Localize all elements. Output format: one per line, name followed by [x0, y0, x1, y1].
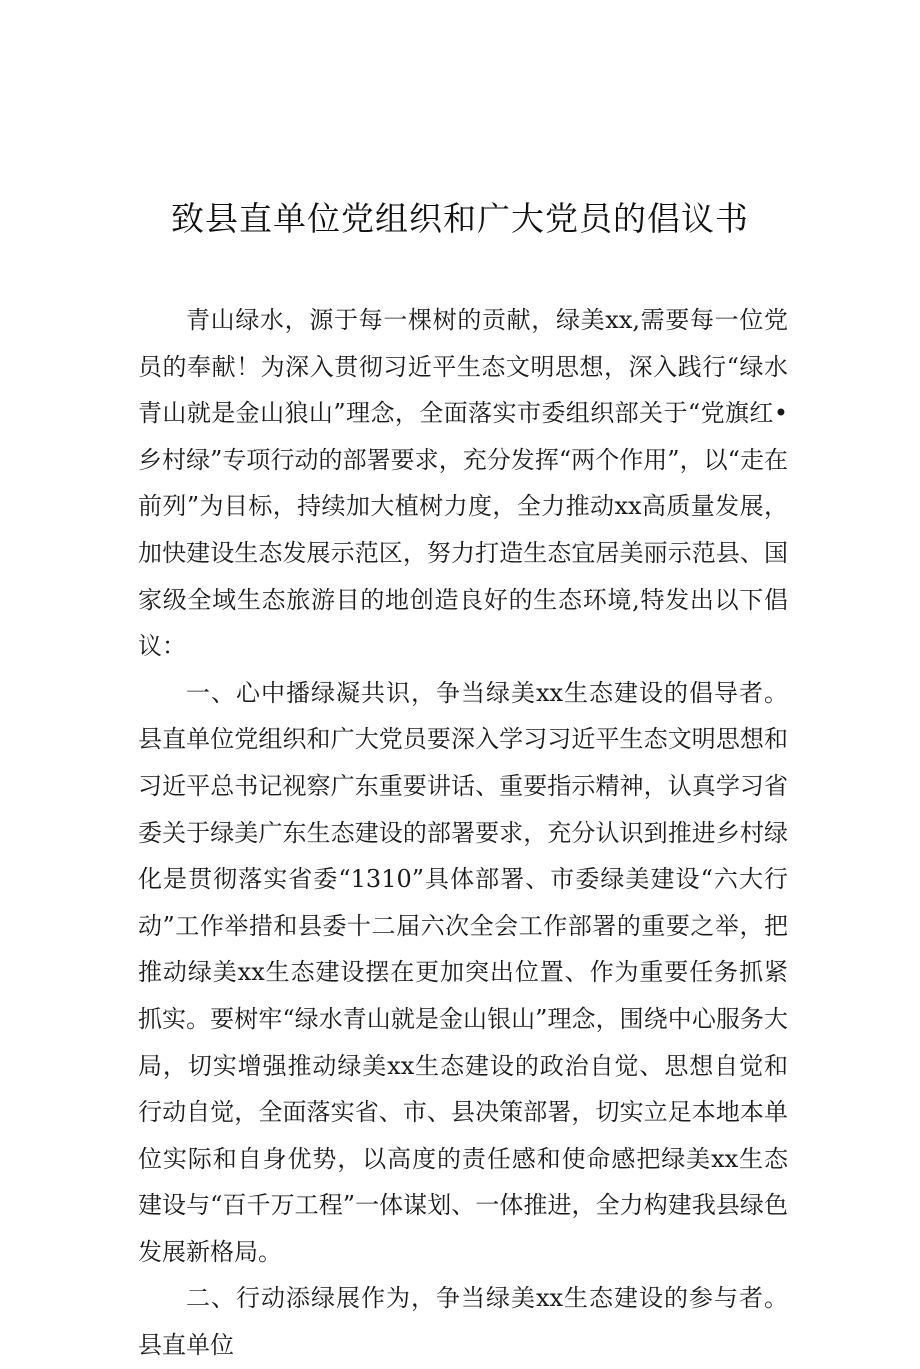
- document-body: [138, 297, 788, 1369]
- paragraph-proposal-two: 二、行动添绿展作为，争当绿美xx生态建设的参与者。县直单位: [138, 1284, 788, 1360]
- paragraph-proposal-one: 一、心中播绿凝共识，争当绿美xx生态建设的倡导者。县直单位党组织和广大党员要深入学习习近平生态文明思想和习近平总书记视察广东重要讲话、重要指示精神，认真学习省委关于绿美广东生态建设的部署要求，充分认识到推进乡村绿化是贯彻落实省委“1310”具体部署、市委绿美建设“六大行动”工作举措和县委十二届六次全会工作部署的重要之举，把推动绿美xx生态建设摆在更加突出位置、作为重要任务抓紧抓实。要树牢“绿水青山就是金山银山”理念，围绕中心服务大局，切实增强推动绿美xx生态建设的政治自觉、思想自觉和行动自觉，全面落实省、市、县决策部署，切实立足本地本单位实际和自身优势，以高度的责任感和使命感把绿美xx生态建设与“百千万工程”一体谋划、一体推进，全力构建我县绿色发展新格局。: [138, 678, 788, 1266]
- document-title: 致县直单位党组织和广大党员的倡议书: [171, 199, 749, 238]
- paragraph-intro: 青山绿水，源于每一棵树的贡献，绿美xx,需要每一位党员的奉献！为深入贯彻习近平生态文明思想，深入践行“绿水青山就是金山狼山”理念，全面落实市委组织部关于“党旗红•乡村绿”专项行动的部署要求，充分发挥“两个作用”，以“走在前列”为目标，持续加大植树力度，全力推动xx高质量发展，加快建设生态发展示范区，努力打造生态宜居美丽示范县、国家级全域生态旅游目的地创造良好的生态环境,特发出以下倡议：: [138, 306, 788, 661]
